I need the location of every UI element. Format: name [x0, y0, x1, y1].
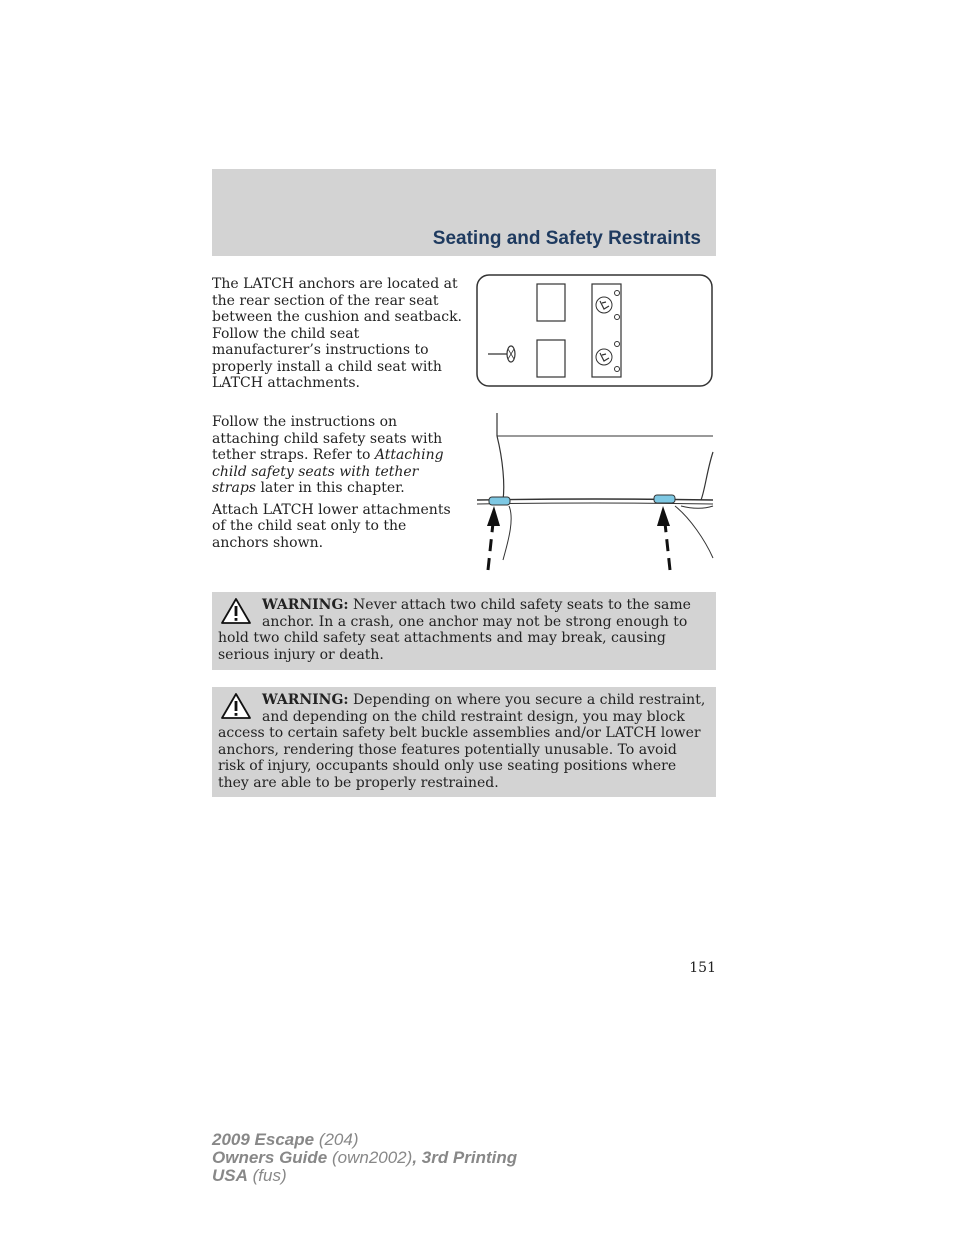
- warning-label: WARNING:: [262, 692, 349, 708]
- footer-line-2: Owners Guide (own2002), 3rd Printing: [212, 1148, 518, 1167]
- latch-attach-paragraph: Attach LATCH lower attachments of the child seat only to the anchors shown.: [212, 501, 451, 551]
- seat-top-view-diagram: [475, 273, 715, 389]
- warning-text: Depending on where you secure a child restraint, and depending on the child restraint design, you may block access to certain safety belt buckle assemblies and/or LATCH lower anchors, rendering those features potentially unusable. To avoid risk of injury, occupants should only use seating positions where they are able to be properly restrained.: [218, 692, 706, 791]
- latch-anchor-right: [654, 495, 675, 503]
- anchor-dot: [615, 315, 620, 320]
- footer-line-3: USA (fus): [212, 1166, 287, 1185]
- tether-instructions-text: [212, 414, 464, 556]
- warning-label: WARNING:: [262, 597, 349, 613]
- warning-box-1: [212, 592, 716, 670]
- warning-triangle-icon: [220, 692, 252, 720]
- latch-anchor-left: [489, 497, 510, 505]
- latch-location-paragraph: The LATCH anchors are located at the rear section of the rear seat between the cushion and seatback. Follow the child seat manufacturer’s instructions to properly install a child seat with LATCH attachments.: [212, 276, 463, 391]
- seat-cushion-front: [537, 284, 565, 321]
- footer: [212, 1131, 517, 1185]
- footer-line-1: 2009 Escape (204): [212, 1130, 359, 1149]
- anchor-dot: [615, 367, 620, 372]
- child-seat-icon: [596, 349, 612, 365]
- tether-paragraph: Follow the instructions on attaching child safety seats with tether straps. Refer to Attaching child safety seats with tether straps later in this chapter.: [212, 414, 444, 496]
- warning-triangle-icon: [220, 597, 252, 625]
- arrow-left: [487, 506, 500, 570]
- anchor-dot: [615, 342, 620, 347]
- section-title: Seating and Safety Restraints: [432, 228, 701, 249]
- warning-text: Never attach two child safety seats to the same anchor. In a crash, one anchor may not be strong enough to hold two child safety seat attachments and may break, causing serious injury or death.: [218, 597, 691, 663]
- child-seat-icon: [596, 297, 612, 313]
- arrow-right: [657, 506, 670, 570]
- seat-cushion-rear: [537, 340, 565, 377]
- warning-box-2: [212, 687, 716, 797]
- latch-anchor-diagram: [475, 410, 715, 575]
- page-number: 151: [689, 960, 716, 976]
- header-band: [212, 169, 716, 256]
- anchor-dot: [615, 291, 620, 296]
- latch-location-text: [212, 276, 464, 397]
- seat-crease: [477, 499, 713, 500]
